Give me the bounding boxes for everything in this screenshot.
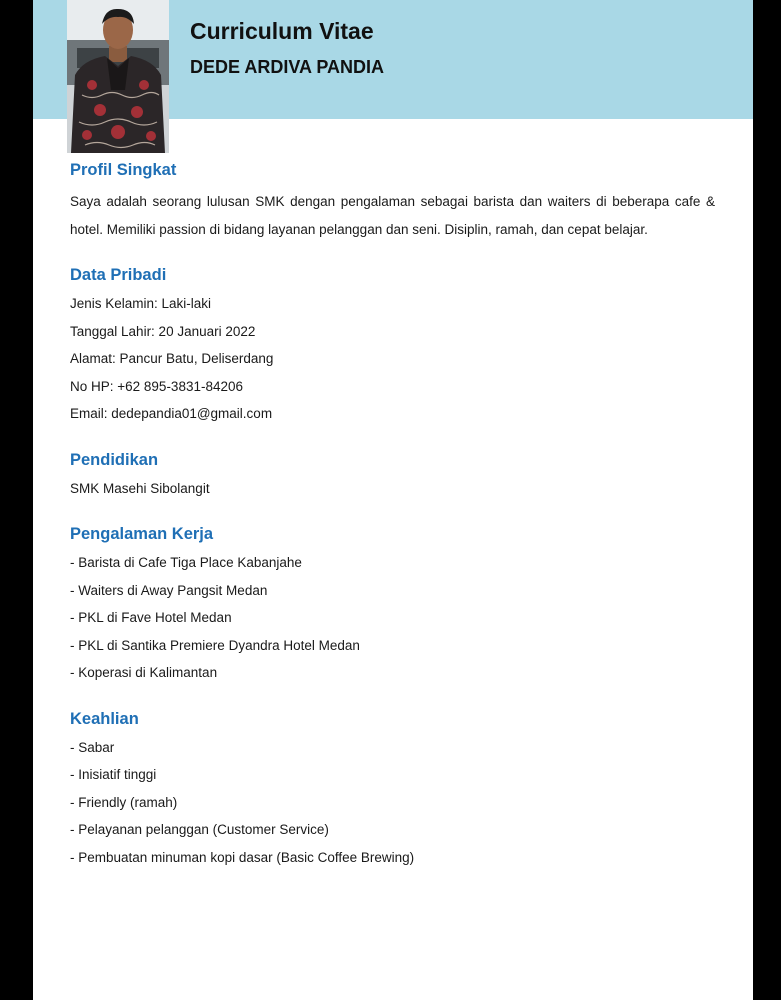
gender-item: Jenis Kelamin: Laki-laki	[70, 296, 212, 311]
education-section	[70, 448, 715, 503]
skill-item: - Friendly (ramah)	[70, 794, 178, 810]
skills-section	[70, 707, 715, 872]
education-heading: Pendidikan	[70, 450, 159, 469]
document-title: Curriculum Vitae	[190, 18, 374, 44]
experience-item: - Barista di Cafe Tiga Place Kabanjahe	[70, 555, 302, 570]
profile-text: Saya adalah seorang lulusan SMK dengan pengalaman sebagai barista dan waiters di beberapa cafe & hotel. Memiliki passion di bidang layanan pelanggan dan seni. Disiplin, ramah, dan cepat belajar.	[70, 194, 715, 237]
experience-item: - PKL di Santika Premiere Dyandra Hotel Medan	[70, 637, 360, 653]
person-name: DEDE ARDIVA PANDIA	[190, 57, 385, 77]
address-item: Alamat: Pancur Batu, Deliserdang	[70, 351, 274, 366]
profile-section	[70, 158, 715, 243]
cv-content	[70, 158, 715, 871]
phone-item: No HP: +62 895-3831-84206	[70, 378, 244, 394]
skill-item: - Pembuatan minuman kopi dasar (Basic Coffee Brewing)	[70, 849, 415, 865]
profile-photo	[67, 0, 169, 153]
experience-item: - PKL di Fave Hotel Medan	[70, 610, 232, 625]
skill-item: - Pelayanan pelanggan (Customer Service)	[70, 822, 329, 837]
profile-heading: Profil Singkat	[70, 161, 177, 179]
experience-heading: Pengalaman Kerja	[70, 525, 214, 543]
experience-item: - Waiters di Away Pangsit Medan	[70, 582, 268, 598]
education-item: SMK Masehi Sibolangit	[70, 480, 210, 496]
experience-section	[70, 522, 715, 687]
skill-item: - Sabar	[70, 739, 115, 755]
experience-item: - Koperasi di Kalimantan	[70, 665, 218, 680]
personal-data-section	[70, 263, 715, 428]
email-item: Email: dedepandia01@gmail.com	[70, 406, 273, 421]
skills-heading: Keahlian	[70, 709, 139, 728]
personal-data-heading: Data Pribadi	[70, 266, 167, 284]
birthdate-item: Tanggal Lahir: 20 Januari 2022	[70, 323, 256, 339]
cv-page	[33, 0, 753, 1000]
skill-item: - Inisiatif tinggi	[70, 767, 157, 782]
